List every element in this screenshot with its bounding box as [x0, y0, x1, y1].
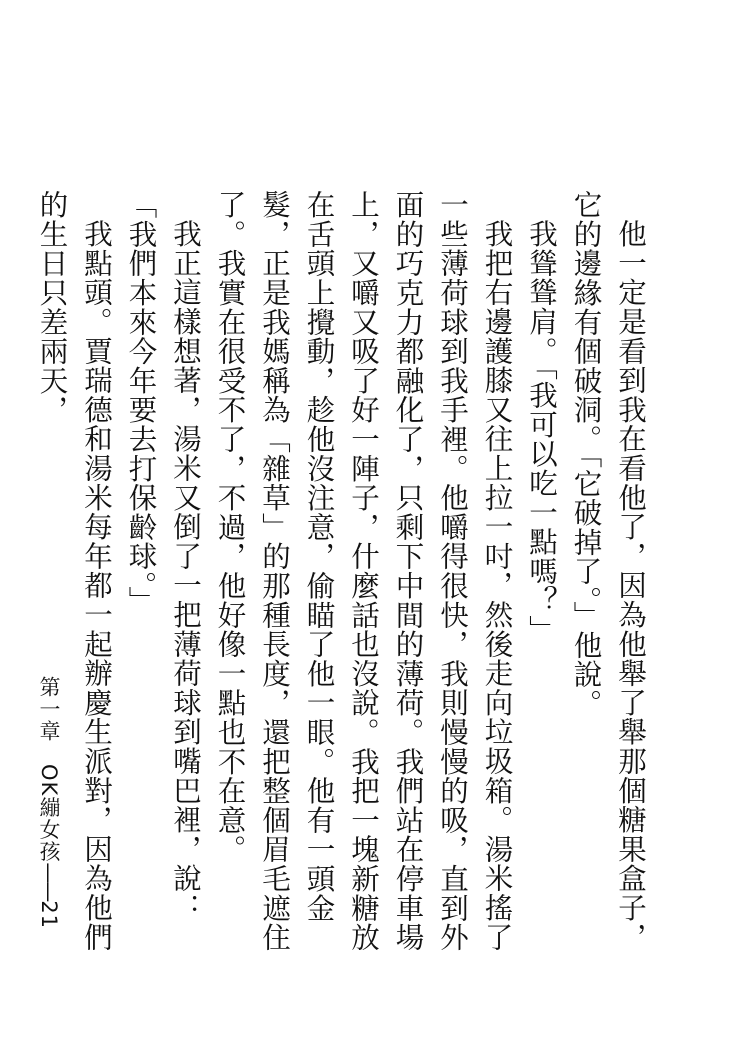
footer-chapter: 第一章 [37, 676, 61, 742]
paragraph-2: 我聳聳肩。「我可以吃一點嗎？」 [525, 218, 558, 644]
paragraph-4: 我正這樣想著，湯米又倒了一把薄荷球到嘴巴裡，說：「我們本來今年要去打保齡球。」 [124, 190, 202, 922]
paragraph-1: 他一定是看到我在看他了，因為他舉了舉那個糖果盒子，它的邊緣有個破洞。「它破掉了。」他說。 [569, 190, 647, 951]
body-text [29, 190, 652, 960]
footer-dash: —— [37, 862, 61, 901]
running-footer [36, 676, 62, 929]
page-number: 21 [37, 900, 61, 930]
paragraph-3: 我把右邊護膝又往上拉一吋，然後走向垃圾箱。湯米搖了一些薄荷球到我手裡。他嚼得很快，我則慢慢的吸，直到外面的巧克力都融化了，只剩下中間的薄荷。我們站在停車場上，又嚼又吸了好一陣子，什麼話也沒說。我把一塊新糖放在舌頭上攪動，趁他沒注意，偷瞄了他一眼。他有一頭金髮，正是我媽稱為「雜草」的那種長度，還把整個眉毛遮住了。我實在很受不了，不過，他好像一點也不在意。 [213, 190, 514, 952]
footer-title: OK繃女孩 [37, 764, 61, 863]
paragraph-5: 我點頭。賈瑞德和湯米每年都一起辦慶生派對，因為他們的生日只差兩天， [35, 190, 113, 951]
